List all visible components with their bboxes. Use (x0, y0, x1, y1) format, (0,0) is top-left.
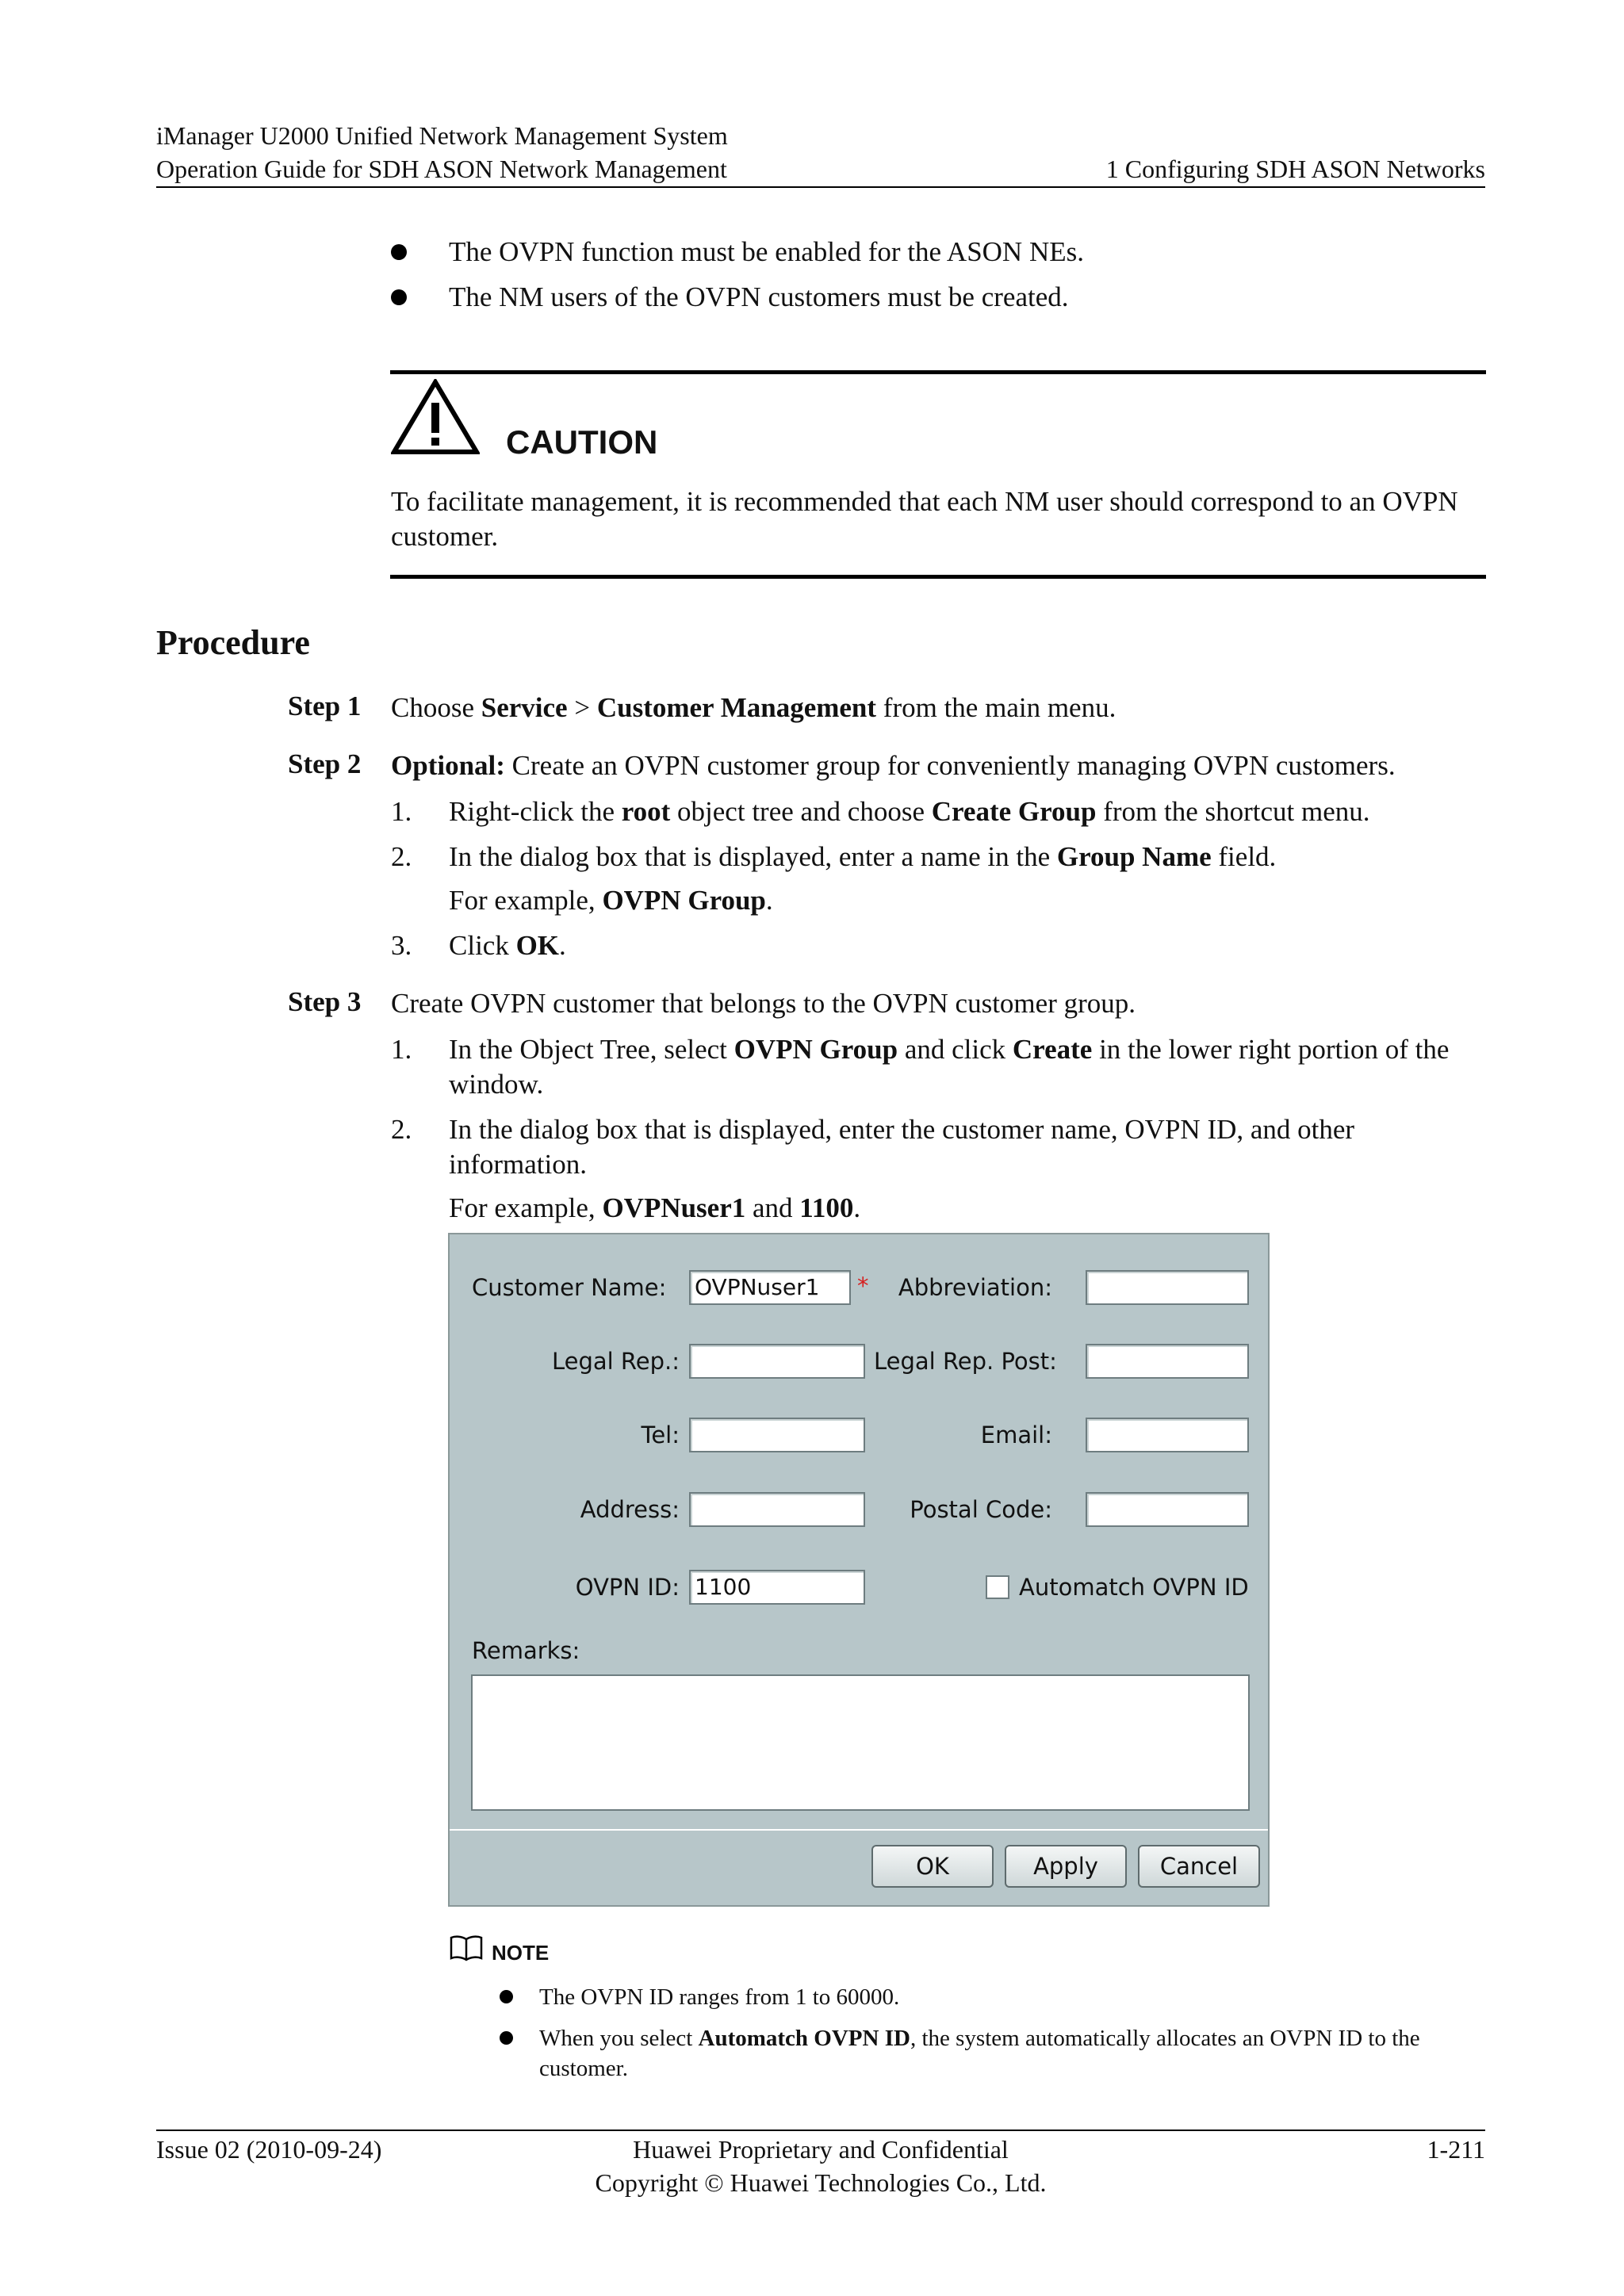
substep-text: Click OK. (449, 930, 566, 961)
book-icon (449, 1934, 484, 1961)
substep-number: 3. (391, 930, 412, 961)
abbreviation-label: Abbreviation: (898, 1274, 1052, 1301)
remarks-textarea[interactable] (471, 1674, 1250, 1811)
create-customer-dialog (448, 1233, 1270, 1907)
substep-text: In the dialog box that is displayed, enter a name in the Group Name field. (449, 841, 1277, 872)
postal-code-label: Postal Code: (910, 1496, 1052, 1523)
step-2-text: Optional: Create an OVPN customer group for conveniently managing OVPN customers. (391, 750, 1396, 781)
substep-number: 1. (391, 1034, 412, 1065)
bullet (391, 244, 407, 260)
header-rule (156, 186, 1485, 188)
substep-text: In the Object Tree, select OVPN Group and click Create in the lower right portion of the (449, 1034, 1450, 1065)
step-label: Step 3 (288, 986, 362, 1017)
substep-example: For example, OVPNuser1 and 1100. (449, 1192, 861, 1223)
address-label: Address: (580, 1496, 680, 1523)
footer-confidential: Huawei Proprietary and Confidential (633, 2135, 1009, 2164)
header-subtitle: Operation Guide for SDH ASON Network Management (156, 155, 727, 183)
substep-number: 2. (391, 1114, 412, 1145)
customer-name-input[interactable]: OVPNuser1 (689, 1270, 851, 1305)
legal-rep-input[interactable] (689, 1344, 865, 1379)
footer-rule (156, 2130, 1485, 2131)
note-item-cont: customer. (539, 2056, 628, 2081)
substep-text-cont: information. (449, 1149, 587, 1180)
ovpn-id-input[interactable]: 1100 (689, 1570, 865, 1605)
substep-example: For example, OVPN Group. (449, 885, 773, 916)
note-item: When you select Automatch OVPN ID, the system automatically allocates an OVPN ID to the (539, 2026, 1420, 2051)
note-title: NOTE (492, 1941, 550, 1965)
tel-input[interactable] (689, 1418, 865, 1452)
customer-name-label: Customer Name: (472, 1274, 667, 1301)
footer-issue: Issue 02 (2010-09-24) (156, 2135, 382, 2164)
apply-button[interactable]: Apply (1005, 1845, 1127, 1888)
procedure-heading: Procedure (156, 623, 310, 662)
email-input[interactable] (1086, 1418, 1249, 1452)
automatch-label: Automatch OVPN ID (1019, 1574, 1249, 1601)
legal-rep-post-input[interactable] (1086, 1344, 1249, 1379)
caution-bottom-rule (390, 575, 1486, 579)
automatch-checkbox[interactable] (986, 1575, 1009, 1599)
bullet (391, 289, 407, 305)
substep-number: 2. (391, 841, 412, 872)
substep-number: 1. (391, 796, 412, 827)
step-label: Step 2 (288, 748, 362, 779)
step-1-text: Choose Service > Customer Management from the main menu. (391, 692, 1116, 723)
warning-icon (391, 379, 480, 455)
abbreviation-input[interactable] (1086, 1270, 1249, 1305)
required-marker: * (857, 1272, 869, 1299)
prereq-item: The OVPN function must be enabled for the ASON NEs. (449, 236, 1084, 267)
header-title: iManager U2000 Unified Network Management System (156, 121, 728, 150)
bullet (500, 2031, 513, 2045)
substep-text: Right-click the root object tree and choose Create Group from the shortcut menu. (449, 796, 1370, 827)
remarks-label: Remarks: (472, 1637, 580, 1664)
prereq-item: The NM users of the OVPN customers must be created. (449, 281, 1069, 312)
caution-title: CAUTION (506, 423, 658, 461)
substep-text-cont: window. (449, 1069, 544, 1100)
caution-text: To facilitate management, it is recommended that each NM user should correspond to an OVPN customer. (391, 486, 1458, 552)
ok-button[interactable]: OK (871, 1845, 994, 1888)
legal-rep-label: Legal Rep.: (551, 1348, 680, 1375)
cancel-button[interactable]: Cancel (1138, 1845, 1260, 1888)
tel-label: Tel: (641, 1422, 680, 1448)
ovpn-id-label: OVPN ID: (575, 1574, 680, 1601)
postal-code-input[interactable] (1086, 1492, 1249, 1527)
button-bar-divider (450, 1829, 1268, 1831)
legal-rep-post-label: Legal Rep. Post: (874, 1348, 1057, 1375)
note-item: The OVPN ID ranges from 1 to 60000. (539, 1984, 900, 2010)
substep-text: In the dialog box that is displayed, enter the customer name, OVPN ID, and other (449, 1114, 1355, 1145)
step-3-text: Create OVPN customer that belongs to the OVPN customer group. (391, 988, 1136, 1019)
footer-copyright: Copyright © Huawei Technologies Co., Ltd. (595, 2168, 1047, 2197)
caution-top-rule (390, 370, 1486, 374)
header-chapter: 1 Configuring SDH ASON Networks (1105, 155, 1485, 183)
address-input[interactable] (689, 1492, 865, 1527)
bullet (500, 1990, 513, 2003)
step-label: Step 1 (288, 691, 362, 721)
page-number: 1-211 (1427, 2135, 1485, 2164)
email-label: Email: (980, 1422, 1052, 1448)
